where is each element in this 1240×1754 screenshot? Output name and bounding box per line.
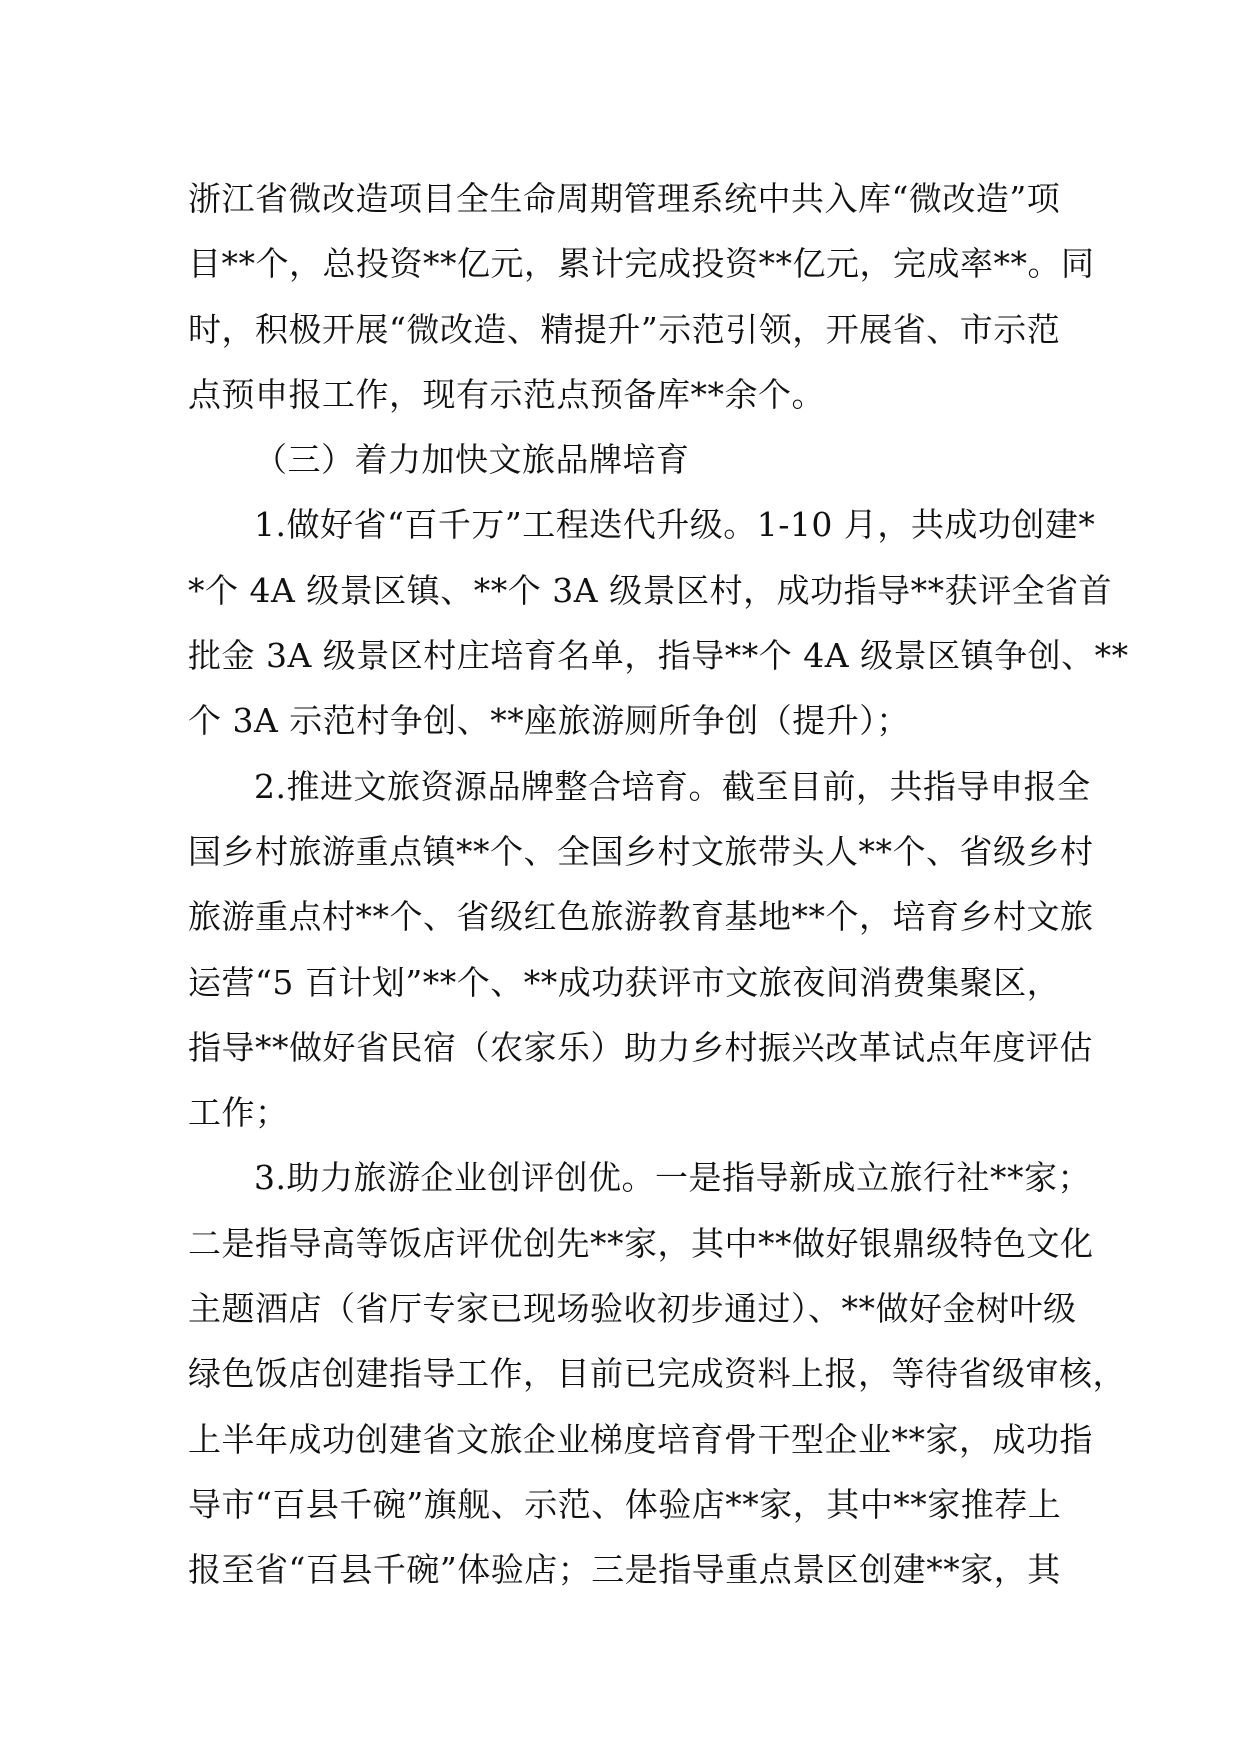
document-body	[188, 166, 1129, 1603]
text-line-19: 绿色饭店创建指导工作，目前已完成资料上报，等待省级审核，	[188, 1354, 1126, 1394]
text-line-14: 指导**做好省民宿（农家乐）助力乡村振兴改革试点年度评估	[188, 1027, 1093, 1067]
item-3-heading-line: 3.助力旅游企业创评创优。一是指导新成立旅行社**家；	[254, 1158, 1091, 1198]
text-line-18: 主题酒店（省厅专家已现场验收初步通过）、**做好金树叶级	[188, 1289, 1077, 1329]
text-line-20: 上半年成功创建省文旅企业梯度培育骨干型企业**家，成功指	[188, 1419, 1093, 1459]
text-line-21: 导市“百县千碗”旗舰、示范、体验店**家，其中**家推荐上	[188, 1484, 1062, 1524]
text-line-11: 国乡村旅游重点镇**个、全国乡村文旅带头人**个、省级乡村	[188, 831, 1094, 871]
text-line-8: 批金 3A 级景区村庄培育名单，指导**个 4A 级景区镇争创、**	[188, 636, 1129, 676]
text-line-12: 旅游重点村**个、省级红色旅游教育基地**个，培育乡村文旅	[188, 897, 1094, 937]
text-line-15: 工作；	[188, 1093, 289, 1133]
text-line-3: 时，积极开展“微改造、精提升”示范引领，开展省、市示范	[188, 309, 1061, 349]
item-2-heading-line: 2.推进文旅资源品牌整合培育。截至目前，共指导申报全	[254, 766, 1091, 806]
text-line-13: 运营“5 百计划”**个、**成功获评市文旅夜间消费集聚区，	[188, 962, 1061, 1002]
text-line-1: 浙江省微改造项目全生命周期管理系统中共入库“微改造”项	[188, 179, 1061, 218]
text-line-7: *个 4A 级景区镇、**个 3A 级景区村，成功指导**获评全省首	[188, 570, 1113, 610]
text-line-9: 个 3A 示范村争创、**座旅游厕所争创（提升）；	[188, 701, 910, 741]
text-line-22: 报至省“百县千碗”体验店；三是指导重点景区创建**家，其	[188, 1550, 1061, 1590]
text-line-17: 二是指导高等饭店评优创先**家，其中**做好银鼎级特色文化	[188, 1223, 1094, 1263]
section-heading: （三）着力加快文旅品牌培育	[254, 440, 690, 480]
text-line-4: 点预申报工作，现有示范点预备库**余个。	[188, 374, 825, 414]
text-line-2: 目**个，总投资**亿元，累计完成投资**亿元，完成率**。同	[188, 244, 1095, 284]
item-1-heading-line: 1.做好省“百千万”工程迭代升级。1-10 月，共成功创建*	[254, 505, 1096, 545]
